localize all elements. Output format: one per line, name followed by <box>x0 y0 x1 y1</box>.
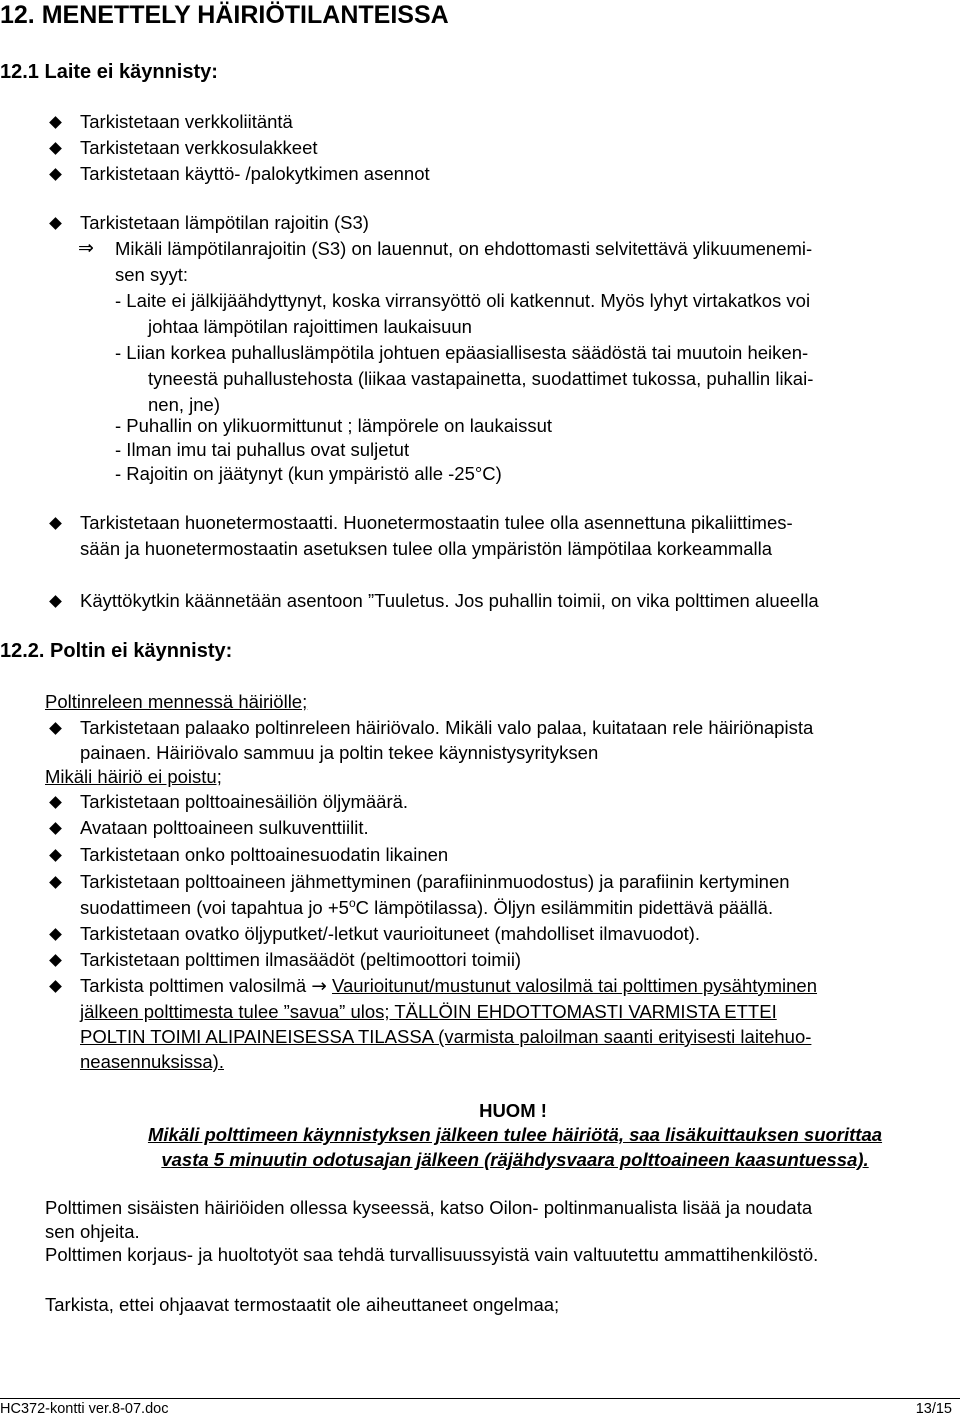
list-item: - Ilman imu tai puhallus ovat suljetut <box>115 439 410 460</box>
paragraph: sen ohjeita. <box>45 1221 140 1242</box>
list-item: painaen. Häiriövalo sammuu ja poltin tekee käynnistysyrityksen <box>80 742 599 763</box>
right-arrow-icon: → <box>311 976 327 997</box>
list-item: Tarkistetaan huonetermostaatti. Huonetermostaatin tulee olla asennettuna pikaliittimes- <box>80 512 793 533</box>
bullet-icon <box>49 849 62 862</box>
list-item: - Liian korkea puhalluslämpötila johtuen epäasiallisesta säädöstä tai muutoin heiken- <box>115 342 809 363</box>
superscript: o <box>348 895 356 910</box>
bullet-icon <box>49 142 62 155</box>
list-item: johtaa lämpötilan rajoittimen laukaisuun <box>148 316 472 337</box>
bullet-icon <box>49 822 62 835</box>
text-run: Vaurioitunut/mustunut valosilmä tai polttimen pysähtyminen <box>332 975 818 996</box>
bullet-icon <box>49 595 62 608</box>
text-run: suodattimeen (voi tapahtua jo +5 <box>80 897 349 918</box>
list-item: neasennuksissa). <box>80 1051 224 1072</box>
text-run: C lämpötilassa). Öljyn esilämmitin pidettävä päällä. <box>355 897 774 918</box>
bullet-icon <box>49 796 62 809</box>
page-title: 12. MENETTELY HÄIRIÖTILANTEISSA <box>0 1 449 29</box>
paragraph: Polttimen sisäisten häiriöiden ollessa kyseessä, katso Oilon- poltinmanualista lisää ja noudata <box>45 1197 813 1218</box>
list-item: Tarkistetaan palaako poltinreleen häiriövalo. Mikäli valo palaa, kuitataan rele häiriönapista <box>80 717 814 738</box>
list-item <box>80 895 773 921</box>
section-heading-12-2: 12.2. Poltin ei käynnisty: <box>0 640 233 662</box>
bullet-icon <box>49 928 62 941</box>
warning-line: Mikäli polttimeen käynnistyksen jälkeen tulee häiriötä, saa lisäkuittauksen suorittaa <box>147 1124 883 1145</box>
subheading: Poltinreleen mennessä häiriölle; <box>45 691 308 712</box>
bullet-icon <box>49 116 62 129</box>
page-footer <box>0 1398 960 1419</box>
section-heading-12-1: 12.1 Laite ei käynnisty: <box>0 61 218 83</box>
list-item: Tarkistetaan käyttö- /palokytkimen asennot <box>80 163 430 184</box>
list-item: tyneestä puhallustehosta (liikaa vastapainetta, suodattimet tukossa, puhallin likai- <box>148 368 814 389</box>
bullet-icon <box>49 517 62 530</box>
warning-line: vasta 5 minuutin odotusajan jälkeen (räjähdysvaara polttoaineen kaasuntuessa). <box>161 1149 869 1170</box>
list-item: Tarkistetaan polttimen ilmasäädöt (peltimoottori toimii) <box>80 949 522 970</box>
double-arrow-icon: ⇒ <box>78 237 94 259</box>
list-item: - Rajoitin on jäätynyt (kun ympäristö alle -25°C) <box>115 463 502 484</box>
list-item: - Puhallin on ylikuormittunut ; lämpörele on laukaissut <box>115 415 553 436</box>
paragraph: Tarkista, ettei ohjaavat termostaatit ole aiheuttaneet ongelmaa; <box>45 1294 560 1315</box>
bullet-icon <box>49 722 62 735</box>
paragraph: Polttimen korjaus- ja huoltotyöt saa tehdä turvallisuussyistä vain valtuutettu ammattihenkilöstö. <box>45 1244 819 1265</box>
list-item: - Laite ei jälkijäähdyttynyt, koska virransyöttö oli katkennut. Myös lyhyt virtakatkos voi <box>115 290 811 311</box>
list-item: Avataan polttoaineen sulkuventtiilit. <box>80 817 369 838</box>
bullet-icon <box>49 217 62 230</box>
list-item: Mikäli lämpötilanrajoitin (S3) on lauennut, on ehdottomasti selvitettävä ylikuumenemi- <box>115 238 813 259</box>
list-item: POLTIN TOIMI ALIPAINEISESSA TILASSA (varmista paloilman saanti erityisesti laitehuo- <box>80 1026 812 1047</box>
footer-document-name: HC372-kontti ver.8-07.doc <box>0 1401 169 1417</box>
subheading: Mikäli häiriö ei poistu; <box>45 766 222 787</box>
list-item: jälkeen polttimesta tulee ”savua” ulos; TÄLLÖIN EHDOTTOMASTI VARMISTA ETTEI <box>80 1001 777 1022</box>
warning-title: HUOM ! <box>479 1100 547 1121</box>
text-run: Tarkista polttimen valosilmä <box>80 975 307 996</box>
list-item <box>80 973 817 1000</box>
list-item: sen syyt: <box>115 264 188 285</box>
list-item: Tarkistetaan lämpötilan rajoitin (S3) <box>80 212 369 233</box>
list-item: Tarkistetaan polttoainesäiliön öljymäärä. <box>80 791 409 812</box>
bullet-icon <box>49 876 62 889</box>
list-item: Käyttökytkin käännetään asentoon ”Tuuletus. Jos puhallin toimii, on vika polttimen alueella <box>80 590 819 611</box>
list-item: sään ja huonetermostaatin asetuksen tulee olla ympäristön lämpötilaa korkeammalla <box>80 538 773 559</box>
list-item: Tarkistetaan verkkoliitäntä <box>80 111 293 132</box>
footer-page-number: 13/15 <box>915 1401 952 1417</box>
list-item: Tarkistetaan verkkosulakkeet <box>80 137 318 158</box>
bullet-icon <box>49 980 62 993</box>
list-item: Tarkistetaan ovatko öljyputket/-letkut vaurioituneet (mahdolliset ilmavuodot). <box>80 923 701 944</box>
bullet-icon <box>49 168 62 181</box>
list-item: Tarkistetaan polttoaineen jähmettyminen (parafiininmuodostus) ja parafiinin kertyminen <box>80 871 790 892</box>
list-item: Tarkistetaan onko polttoainesuodatin likainen <box>80 844 449 865</box>
list-item: nen, jne) <box>148 394 220 415</box>
bullet-icon <box>49 954 62 967</box>
